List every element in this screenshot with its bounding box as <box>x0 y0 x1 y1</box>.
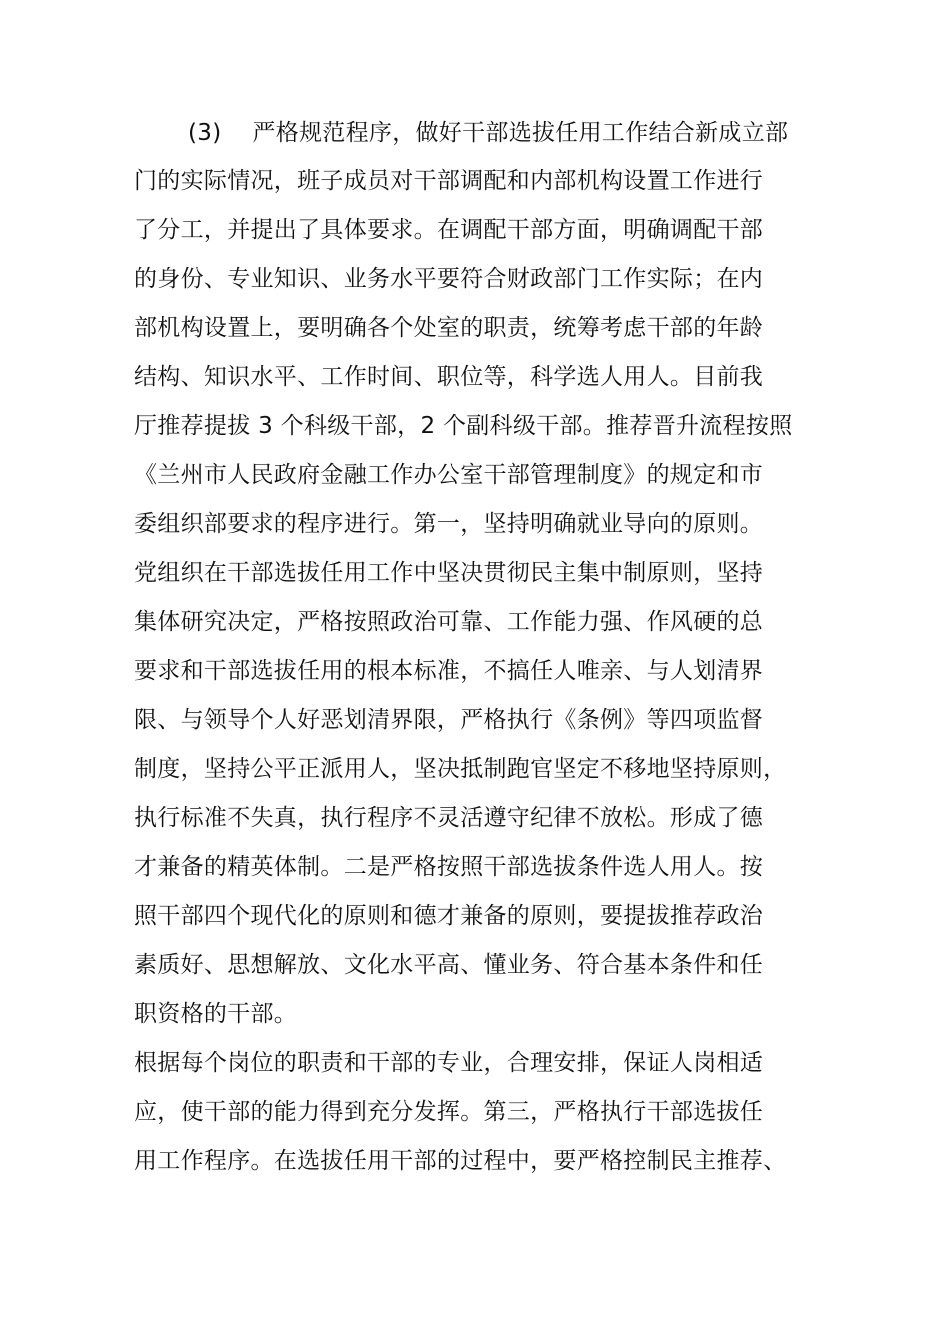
paragraph-line-17: 照干部四个现代化的原则和德才兼备的原则，要提拔推荐政治 <box>134 903 764 929</box>
paragraph-line-8: 《兰州市人民政府金融工作办公室干部管理制度》的规定和市 <box>134 462 764 488</box>
paragraph-line-3: 了分工，并提出了具体要求。在调配干部方面，明确调配干部 <box>134 217 764 243</box>
paragraph-line-21: 应，使干部的能力得到充分发挥。第三，严格执行干部选拔任 <box>134 1099 764 1125</box>
paragraph-line-9: 委组织部要求的程序进行。第一，坚持明确就业导向的原则。 <box>134 511 764 537</box>
paragraph-line-7: 厅推荐提拔 3 个科级干部，2 个副科级干部。推荐晋升流程按照 <box>134 413 793 439</box>
paragraph-line-20: 根据每个岗位的职责和干部的专业，合理安排，保证人岗相适 <box>134 1050 764 1076</box>
paragraph-line-22: 用工作程序。在选拔任用干部的过程中，要严格控制民主推荐、 <box>134 1148 787 1174</box>
paragraph-line-1: (3) 严格规范程序，做好干部选拔任用工作结合新成立部 <box>188 120 789 146</box>
paragraph-line-10: 党组织在干部选拔任用工作中坚决贯彻民主集中制原则，坚持 <box>134 560 764 586</box>
paragraph-line-5: 部机构设置上，要明确各个处室的职责，统筹考虑干部的年龄 <box>134 315 764 341</box>
paragraph-line-19: 职资格的干部。 <box>134 1001 298 1027</box>
paragraph-line-4: 的身份、专业知识、业务水平要符合财政部门工作实际；在内 <box>134 266 764 292</box>
paragraph-line-13: 限、与领导个人好恶划清界限，严格执行《条例》等四项监督 <box>134 707 764 733</box>
paragraph-line-6: 结构、知识水平、工作时间、职位等，科学选人用人。目前我 <box>134 364 764 390</box>
paragraph-line-2: 门的实际情况，班子成员对干部调配和内部机构设置工作进行 <box>134 168 764 194</box>
paragraph-line-12: 要求和干部选拔任用的根本标准，不搞任人唯亲、与人划清界 <box>134 658 764 684</box>
paragraph-line-18: 素质好、思想解放、文化水平高、懂业务、符合基本条件和任 <box>134 952 764 978</box>
paragraph-line-15: 执行标准不失真，执行程序不灵活遵守纪律不放松。形成了德 <box>134 805 764 831</box>
paragraph-line-16: 才兼备的精英体制。二是严格按照干部选拔条件选人用人。按 <box>134 854 764 880</box>
paragraph-line-11: 集体研究决定，严格按照政治可靠、工作能力强、作风硬的总 <box>134 609 764 635</box>
paragraph-line-14: 制度，坚持公平正派用人，坚决抵制跑官坚定不移地坚持原则， <box>134 756 787 782</box>
